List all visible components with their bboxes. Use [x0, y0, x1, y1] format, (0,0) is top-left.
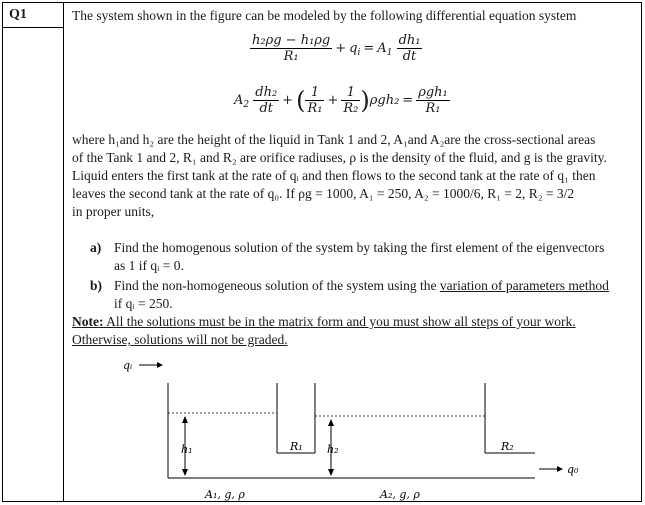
note-text-1: All the solutions must be in the matrix form and you must show all steps of your work.	[103, 314, 576, 329]
eq2-one-b: 1	[341, 85, 360, 101]
eq2-rho-g-h2: ρgh₂	[369, 93, 400, 108]
eq2-derivative	[253, 85, 279, 116]
item-b-text-1a: Find the non-homogeneous solution of the system using the	[114, 278, 440, 293]
eq1-numerator: h₂ρg − h₁ρg	[252, 33, 331, 48]
eq2-dt: dt	[259, 101, 273, 116]
eq2-frac-r1	[305, 85, 324, 116]
eq2-r2: R₂	[343, 101, 359, 116]
h1-label: h₁	[181, 443, 193, 456]
eq2-equals: =	[402, 93, 414, 108]
eq1-plus: +	[335, 41, 347, 56]
tank2-label: A₂, g, ρ	[380, 488, 420, 501]
eq2-dh: dh₂	[255, 85, 278, 100]
item-a-text-1: Find the homogenous solution of the system by taking the first element of the eigenvectors	[114, 240, 605, 255]
item-a-label: a)	[90, 240, 102, 255]
paragraph-line-4: leaves the second tank at the rate of q₀. If ρg = 1000, A₁ = 250, A₂ = 1000/6, R₁ = 2, R₂ = 3/2	[72, 186, 575, 201]
intro-text: The system shown in the figure can be modeled by the following differential equation system	[72, 8, 577, 23]
eq1-area: A	[377, 41, 387, 56]
outflow-arrow-head	[557, 466, 563, 472]
eq2-rhs-den: R₁	[425, 101, 441, 116]
question-items	[90, 239, 637, 315]
note-line-1	[72, 313, 637, 331]
eq2-area-sub: 2	[243, 100, 250, 110]
item-b-text-1	[114, 277, 637, 295]
paragraph-line-1: where h₁and h₂ are the height of the liquid in Tank 1 and 2, A₁and A₂are the cross-sectional areas	[72, 132, 596, 147]
eq1-equals: =	[363, 41, 375, 56]
item-b-method: variation of parameters method	[439, 278, 609, 293]
paragraph-line-2: of the Tank 1 and 2, R₁ and R₂ are orifice radiuses, ρ is the density of the fluid, and g is the gravity.	[72, 150, 607, 165]
h1-arrow-down	[182, 469, 188, 476]
note	[72, 313, 637, 349]
question-number: Q1	[9, 7, 27, 22]
qi-label: qᵢ	[123, 359, 133, 372]
problem-description	[72, 131, 637, 221]
eq1-dt: dt	[402, 49, 417, 64]
eq2-r1: R₁	[307, 101, 323, 116]
paragraph-line-3: Liquid enters the first tank at the rate of qᵢ and then flows to the second tank at the rate of q₁ then	[72, 168, 596, 183]
note-label: Note:	[72, 314, 104, 329]
eq2-rhs	[416, 85, 450, 116]
eq2-rparen: )	[360, 86, 370, 115]
h2-arrow-up	[328, 419, 334, 426]
item-a	[90, 239, 637, 275]
eq2-rhs-num: ρgh₁	[418, 85, 448, 100]
h2-label: h₂	[327, 443, 339, 456]
note-line-2: Otherwise, solutions will not be graded.	[72, 332, 288, 347]
equation-2	[234, 85, 450, 116]
tank-diagram	[65, 353, 641, 501]
eq1-fraction	[250, 33, 332, 64]
header-divider	[3, 27, 63, 28]
question-frame	[2, 2, 642, 502]
h2-arrow-down	[328, 469, 334, 476]
eq2-lparen: (	[296, 86, 306, 115]
q0-label: q₀	[567, 463, 579, 476]
eq2-one-a: 1	[305, 85, 324, 101]
eq2-frac-r2	[341, 85, 360, 116]
item-a-text-2: as 1 if qᵢ = 0.	[114, 258, 184, 273]
item-b-label: b)	[90, 278, 103, 293]
item-b-text-2: if qᵢ = 250.	[114, 296, 173, 311]
eq1-dh: dh₁	[398, 33, 421, 48]
eq1-derivative	[397, 33, 423, 64]
eq1-qi: q	[349, 41, 358, 56]
eq2-plus-inner: +	[327, 93, 339, 108]
eq2-plus: +	[282, 93, 294, 108]
eq1-qi-sub: i	[357, 48, 361, 58]
eq1-denominator: R₁	[283, 49, 299, 64]
r1-label: R₁	[290, 440, 303, 453]
paragraph-line-5: in proper units,	[72, 204, 155, 219]
inflow-arrow-head	[157, 362, 163, 368]
tank1-label: A₁, g, ρ	[205, 488, 245, 501]
equation-1	[250, 33, 422, 64]
eq1-area-sub: 1	[386, 48, 393, 58]
question-number-column	[3, 3, 64, 501]
r2-label: R₂	[501, 440, 514, 453]
h1-arrow-up	[182, 416, 188, 423]
eq2-area: A	[234, 93, 244, 108]
item-b	[90, 277, 637, 313]
